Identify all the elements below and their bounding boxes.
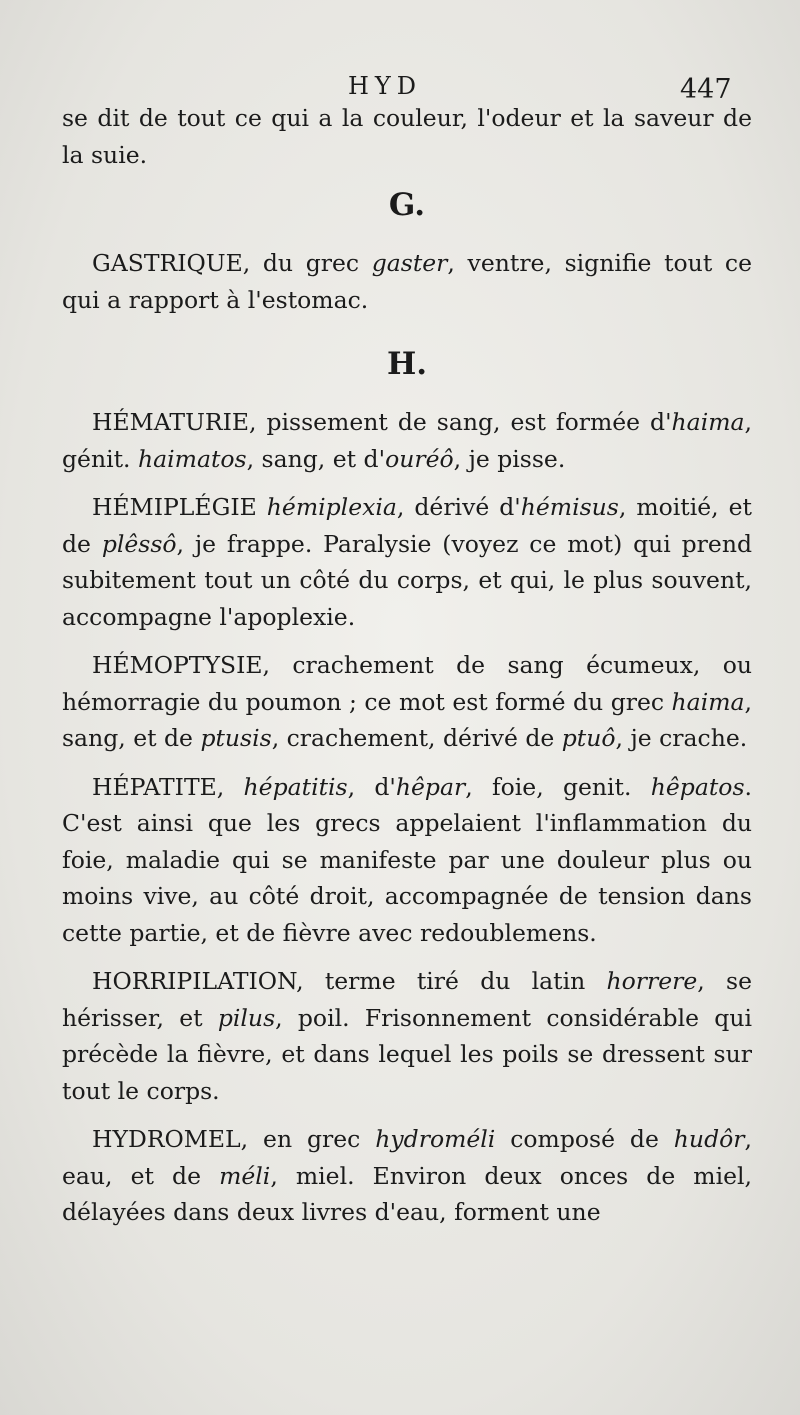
entry-term: HÉMATURIE <box>92 408 250 436</box>
entry-etymon: méli <box>219 1161 271 1190</box>
entry-term: HÉMIPLÉGIE <box>92 493 257 521</box>
entry-etymon: pilus <box>217 1003 276 1032</box>
entry-etymon: haimatos <box>138 444 247 473</box>
entry-text: , terme tiré du latin <box>296 967 607 995</box>
entry-etymon: ouréô <box>385 444 454 473</box>
entry-text: . C'est ainsi que les grecs appelaient l'inflammation du foie, maladie qui se manifeste par une douleur plus ou moins vive, au côté droit, accompagnée de tension dans cette partie, et de fièvre avec redoublemens. <box>62 772 752 947</box>
running-head: HYD <box>348 72 423 100</box>
entry-text: , foie, genit. <box>465 772 651 801</box>
entry-text: , je frappe. Paralysie (voyez ce mot) qui prend subitement tout un côté du corps, et qui, le plus souvent, accompagne l'apoplexie. <box>62 529 753 631</box>
entry-horripilation <box>62 963 752 1109</box>
entry-text: , miel. Environ deux onces de miel, délayées dans deux livres d'eau, forment une <box>62 1161 753 1226</box>
entry-term: HYDROMEL <box>92 1125 241 1153</box>
entry-etymon: ptuô <box>561 724 616 752</box>
entry-etymon: ptusis <box>200 724 272 752</box>
entry-etymon: horrere <box>606 967 698 995</box>
entry-etymon: hêpar <box>395 772 466 801</box>
entry-text: , sang, et d' <box>246 444 386 473</box>
entry-text: , crachement de sang écumeux, ou hémorragie du poumon ; ce mot est formé du grec <box>62 651 752 716</box>
entry-term: GASTRIQUE <box>92 249 243 277</box>
entry-text: , <box>216 772 244 801</box>
entry-text: , ventre, signifie tout ce qui a rapport à l'estomac. <box>62 249 752 314</box>
entry-term: HÉMOPTYSIE <box>92 651 263 679</box>
entry-text: , moitié, et de <box>62 493 752 558</box>
entry-etymon: hydroméli <box>375 1125 496 1153</box>
entry-etymon: hémisus <box>520 493 619 521</box>
entry-text: , du grec <box>242 249 372 277</box>
entry-text: , je pisse. <box>453 444 566 473</box>
section-letter-h: H. <box>386 346 428 382</box>
entry-text: , je crache. <box>615 724 748 752</box>
entry-text: , se hérisser, et <box>62 967 752 1032</box>
entry-text: , sang, et de <box>62 687 752 752</box>
entry-text: composé de <box>495 1125 674 1153</box>
entry-etymon: haima <box>671 408 745 436</box>
entry-gastrique <box>62 245 752 318</box>
entry-etymon: gaster <box>371 249 448 277</box>
entry-text: , pissement de sang, est formée d' <box>249 408 672 436</box>
entry-etymon: hémiplexia <box>266 493 397 521</box>
entry-text: , génit. <box>62 408 752 473</box>
entry-etymon: plêssô <box>101 529 177 558</box>
entry-text: , eau, et de <box>62 1125 752 1190</box>
entry-text: , en grec <box>240 1125 376 1153</box>
entry-hydromel <box>62 1121 752 1231</box>
entry-hepatite <box>62 769 752 952</box>
entry-etymon: haima <box>671 687 745 716</box>
continuation-text: se dit de tout ce qui a la couleur, l'odeur et la saveur de la suie. <box>62 104 752 169</box>
continuation-paragraph <box>62 100 752 173</box>
entry-term: HÉPATITE <box>92 772 217 801</box>
entry-text: , poil. Frisonnement considérable qui précède la fièvre, et dans lequel les poils se dressent sur tout le corps. <box>62 1003 752 1105</box>
section-letter-g: G. <box>388 187 426 223</box>
body-text <box>62 100 752 1243</box>
entry-text: , d' <box>347 772 396 801</box>
entry-text: , dérivé d' <box>396 493 521 521</box>
entry-term: HORRIPILATION <box>92 967 297 995</box>
entry-etymon: hudôr <box>673 1125 745 1153</box>
page-number: 447 <box>680 74 732 105</box>
entry-etymon: hêpatos <box>650 772 745 801</box>
entry-hematurie <box>62 404 752 477</box>
entry-hemoptysie <box>62 647 752 757</box>
entry-text: , crachement, dérivé de <box>271 724 562 752</box>
entry-etymon: hépatitis <box>243 772 348 801</box>
entry-hemiplegie <box>62 489 752 635</box>
